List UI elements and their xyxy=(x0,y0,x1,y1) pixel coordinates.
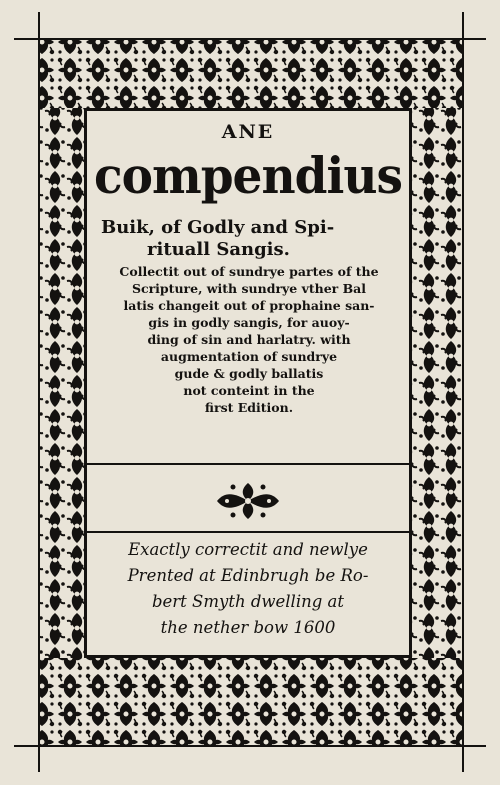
description-line: gis in godly sangis, for auoy- xyxy=(148,315,350,330)
description xyxy=(97,263,401,416)
imprint-line: bert Smyth dwelling at xyxy=(151,592,345,611)
subtitle-line: rituall Sangis. xyxy=(147,239,290,260)
title-block xyxy=(87,111,409,467)
imprint-line: the nether bow 1600 xyxy=(160,618,336,637)
subtitle xyxy=(101,217,401,261)
heading-small: ANE xyxy=(221,121,275,143)
description-line: ding of sin and harlatry. with xyxy=(147,332,351,347)
imprint-line: Prented at Edinbrugh be Ro- xyxy=(127,566,369,585)
description-line: latis changeit out of prophaine san- xyxy=(123,298,375,313)
description-line: Collectit out of sundrye partes of the xyxy=(119,264,379,279)
description-line: not conteint in the xyxy=(183,383,315,398)
inner-panel xyxy=(84,108,412,658)
imprint xyxy=(87,537,409,641)
description-line: first Edition. xyxy=(204,400,294,415)
divider-upper xyxy=(87,463,409,465)
fleuron-icon xyxy=(213,479,283,523)
description-line: augmentation of sundrye xyxy=(160,349,338,364)
heading-main: compendius xyxy=(94,147,402,206)
description-line: Scripture, with sundrye vther Bal xyxy=(131,281,367,296)
subtitle-line: Buik, of Godly and Spi- xyxy=(101,217,335,238)
divider-lower xyxy=(87,531,409,533)
imprint-line: Exactly correctit and newlye xyxy=(128,540,368,559)
description-line: gude & godly ballatis xyxy=(174,366,324,381)
